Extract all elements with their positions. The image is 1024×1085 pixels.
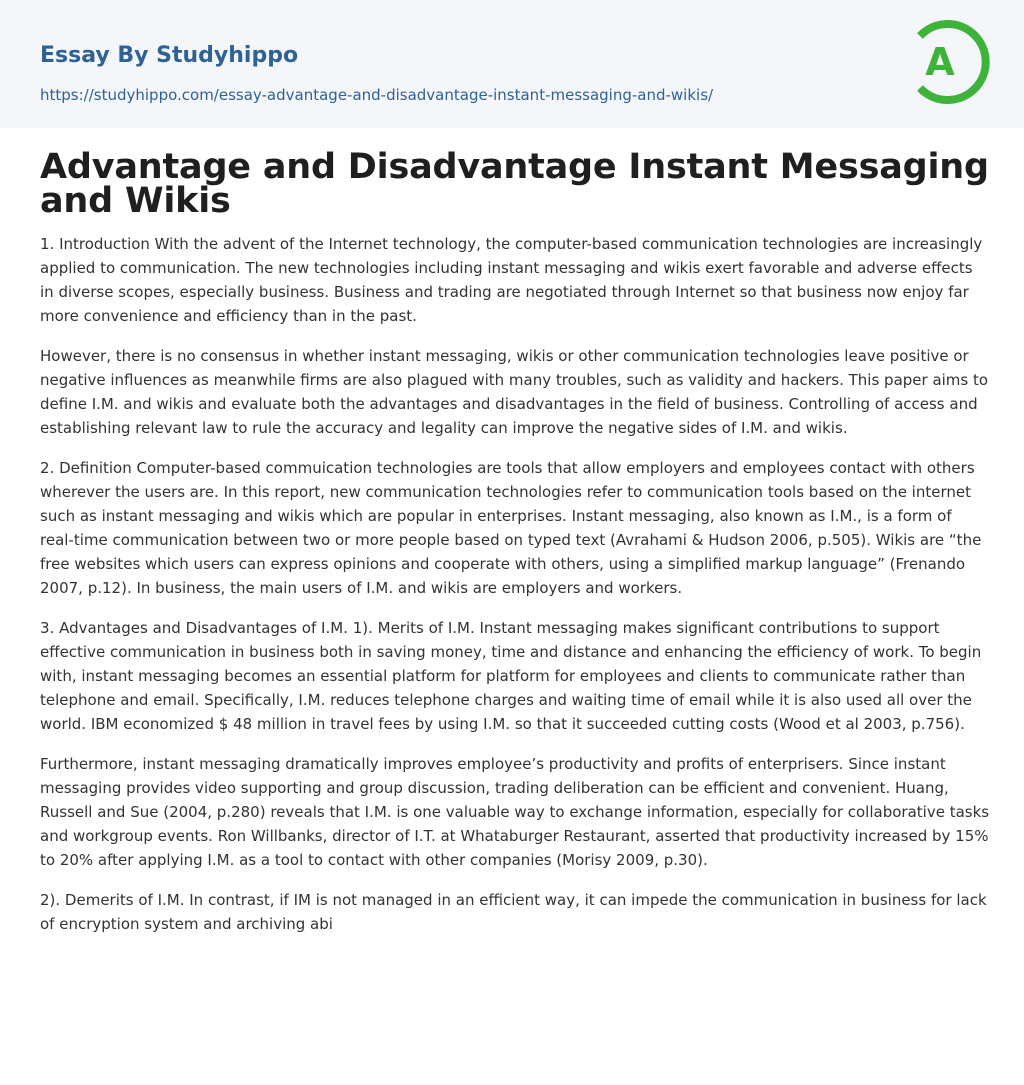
paragraph: 2). Demerits of I.M. In contrast, if IM is not managed in an efficient way, it can impede the communication in business for lack of encryption system and archiving abi [40, 891, 987, 933]
article-url-link[interactable]: https://studyhippo.com/essay-advantage-and-disadvantage-instant-messaging-and-wikis/ [40, 86, 714, 104]
paragraph: Furthermore, instant messaging dramatically improves employee’s productivity and profits of enterprisers. Since instant messaging provides video supporting and group discussion, trading deliberation can be efficient and convenient. Huang, Russell and Sue (2004, p.280) reveals that I.M. is one valuable way to exchange information, especially for collaborative tasks and workgroup events. Ron Willbanks, director of I.T. at Whataburger Restaurant, asserted that productivity increased by 15% to 20% after applying I.M. as a tool to contact with other companies (Morisy 2009, p.30). [40, 755, 990, 869]
logo-ring-icon [910, 18, 990, 106]
paragraph: 2. Definition Computer-based commuication technologies are tools that allow employers and employees contact with others wherever the users are. In this report, new communication technologies refer to communication tools based on the internet such as instant messaging and wikis which are popular in enterprises. Instant messaging, also known as I.M., is a form of real-time communication between two or more people based on typed text (Avrahami & Hudson 2006, p.505). Wikis are “the free websites which users can express opinions and cooperate with others, using a simplified markup language” (Frenando 2007, p.12). In business, the main users of I.M. and wikis are employers and workers. [40, 459, 982, 597]
paragraph: 3. Advantages and Disadvantages of I.M. 1). Merits of I.M. Instant messaging makes significant contributions to support effective communication in business both in saving money, time and distance and enhancing the efficiency of work. To begin with, instant messaging becomes an essential platform for platform for employees and clients to communicate rather than telephone and email. Specifically, I.M. reduces telephone charges and waiting time of email while it is also used all over the world. IBM economized $ 48 million in travel fees by using I.M. so that it succeeded cutting costs (Wood et al 2003, p.756). [40, 619, 982, 733]
paragraph: 1. Introduction With the advent of the Internet technology, the computer-based communication technologies are increasingly applied to communication. The new technologies including instant messaging and wikis exert favorable and adverse effects in diverse scopes, especially business. Business and trading are negotiated through Internet so that business now enjoy far more convenience and efficiency than in the past. [40, 235, 983, 325]
article [40, 147, 990, 952]
site-header [0, 0, 1024, 128]
logo-letter: A [925, 40, 955, 84]
article-body [40, 232, 990, 936]
studyhippo-logo-icon[interactable] [910, 18, 990, 106]
paragraph: However, there is no consensus in whether instant messaging, wikis or other communication technologies leave positive or negative influences as meanwhile firms are also plagued with many troubles, such as validity and hackers. This paper aims to define I.M. and wikis and evaluate both the advantages and disadvantages in the field of business. Controlling of access and establishing relevant law to rule the accuracy and legality can improve the negative sides of I.M. and wikis. [40, 347, 989, 437]
site-name[interactable]: Essay By Studyhippo [40, 43, 299, 68]
page-title: Advantage and Disadvantage Instant Messaging and Wikis [40, 147, 989, 221]
